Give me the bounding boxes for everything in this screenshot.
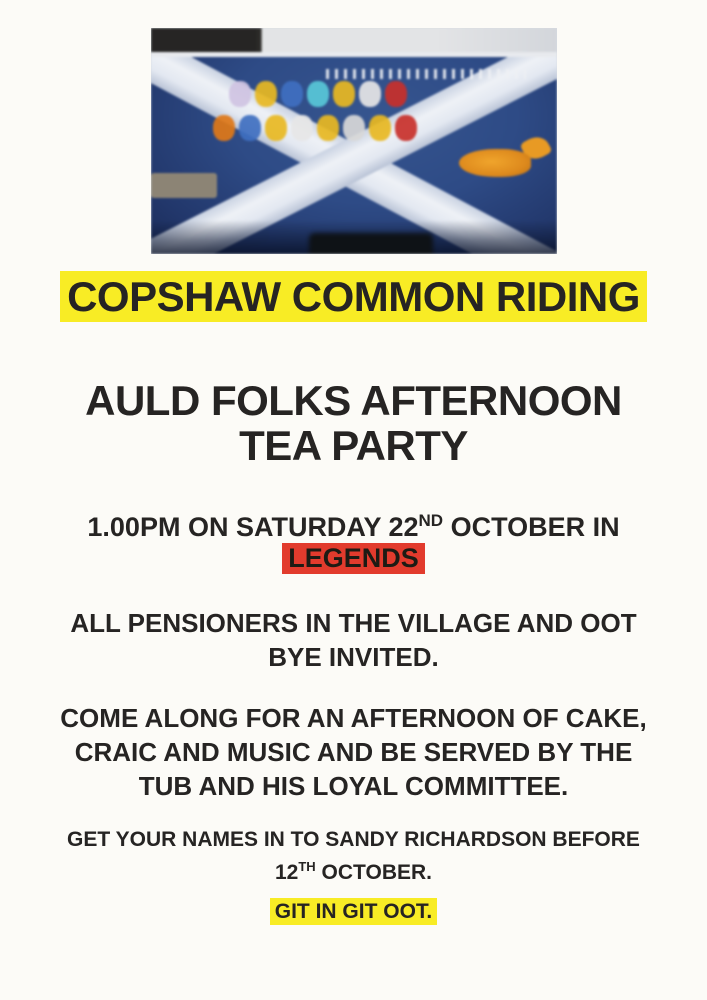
saltire-flag-photo-content xyxy=(151,28,557,254)
footer-row xyxy=(0,898,707,925)
invitation-text xyxy=(0,606,707,674)
white-tick-marks xyxy=(326,69,526,79)
magnet-letter xyxy=(385,81,407,107)
venue-row xyxy=(0,543,707,574)
magnet-letter xyxy=(291,115,313,141)
date-text-before: 1.00PM ON SATURDAY 22 xyxy=(87,512,419,542)
magnet-letter xyxy=(281,81,303,107)
event-title-line1: AULD FOLKS AFTERNOON xyxy=(85,377,622,424)
details-line3: TUB AND HIS LOYAL COMMITTEE. xyxy=(138,771,569,801)
magnet-letter xyxy=(265,115,287,141)
magnet-letter xyxy=(229,81,251,107)
magnet-letters-row2 xyxy=(213,115,417,141)
rsvp-date-ordinal: TH xyxy=(298,859,316,874)
headline-highlighted: COPSHAW COMMON RIDING xyxy=(60,271,647,322)
invitation-line1: ALL PENSIONERS IN THE VILLAGE AND OOT xyxy=(70,608,637,638)
date-ordinal: ND xyxy=(418,511,444,530)
magnet-letters-row1 xyxy=(229,81,407,107)
magnet-letter xyxy=(255,81,277,107)
magnet-letter xyxy=(359,81,381,107)
event-title-line2: TEA PARTY xyxy=(239,422,468,469)
magnet-letter xyxy=(333,81,355,107)
invitation-line2: BYE INVITED. xyxy=(268,642,439,672)
event-title xyxy=(0,378,707,468)
rsvp-line2 xyxy=(0,853,707,886)
rsvp-line1: GET YOUR NAMES IN TO SANDY RICHARDSON BEFORE xyxy=(67,828,640,851)
rsvp-date-after: OCTOBER. xyxy=(315,861,432,884)
photo-top-dark-bar xyxy=(151,28,557,52)
magnet-letter xyxy=(307,81,329,107)
details-text xyxy=(0,701,707,803)
rsvp-date-number: 12 xyxy=(275,861,299,884)
gray-label-blob xyxy=(151,173,217,198)
magnet-letter xyxy=(317,115,339,141)
date-line xyxy=(0,505,707,543)
headline-row xyxy=(0,271,707,322)
magnet-letter xyxy=(369,115,391,141)
footer-highlighted: GIT IN GIT OOT. xyxy=(270,898,438,925)
dark-blurred-text-blob xyxy=(309,233,433,254)
magnet-letter xyxy=(343,115,365,141)
rsvp-text xyxy=(0,826,707,886)
venue-highlighted: LEGENDS xyxy=(282,543,425,574)
saltire-flag xyxy=(151,57,557,254)
date-text-after: OCTOBER IN xyxy=(443,512,620,542)
magnet-letter xyxy=(395,115,417,141)
details-line2: CRAIC AND MUSIC AND BE SERVED BY THE xyxy=(74,737,633,767)
magnet-letter xyxy=(239,115,261,141)
saltire-flag-photo xyxy=(151,28,557,254)
magnet-letter xyxy=(213,115,235,141)
details-line1: COME ALONG FOR AN AFTERNOON OF CAKE, xyxy=(60,703,647,733)
goldfish-icon xyxy=(459,149,531,177)
